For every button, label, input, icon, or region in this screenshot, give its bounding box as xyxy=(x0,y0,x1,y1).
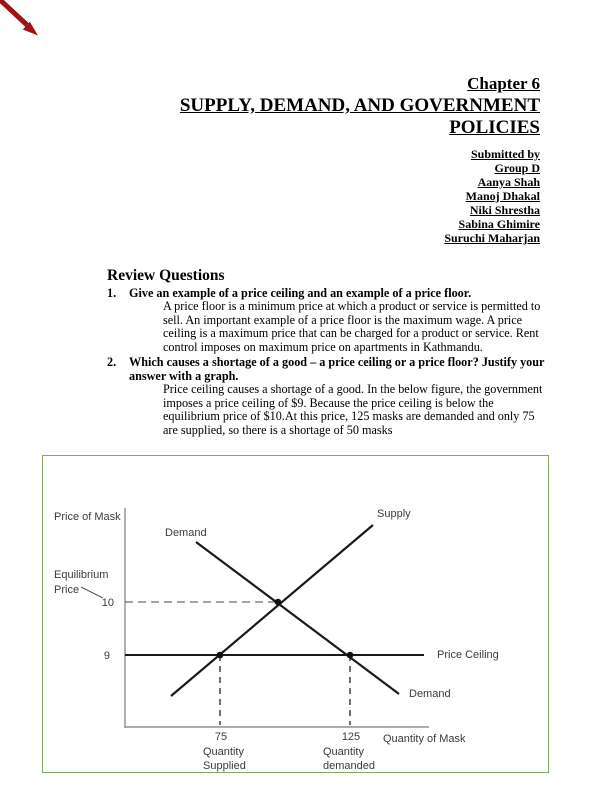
answer-2-line: Price ceiling causes a shortage of a good. In the below figure, the government xyxy=(163,381,543,396)
answer-1-line: ceiling is a maximum price that can be charged for a product or service. Rent xyxy=(163,326,539,341)
quantity-demanded-label-line-2: demanded xyxy=(323,760,375,772)
supply-demand-chart xyxy=(43,456,548,772)
answer-2-line: equilibrium price of $10.At this price, 125 masks are demanded and only 75 xyxy=(163,409,535,424)
question-2-text-line-2: answer with a graph. xyxy=(129,368,239,383)
quantity-supplied-label-line-2: Supplied xyxy=(203,760,246,772)
supply-label: Supply xyxy=(377,508,411,520)
answer-1-line: A price floor is a minimum price at which a product or service is permitted to xyxy=(163,299,541,313)
question-1-text: Give an example of a price ceiling and an example of a price floor. xyxy=(129,286,472,300)
x-axis-label: Quantity of Mask xyxy=(383,733,466,745)
chapter-heading: Chapter 6 xyxy=(467,74,540,93)
demand-curve xyxy=(196,542,399,694)
quantity-supplied-point xyxy=(217,652,224,659)
review-questions-section xyxy=(107,267,597,438)
question-2 xyxy=(107,355,597,369)
equilibrium-point xyxy=(275,599,282,606)
title-block xyxy=(180,73,540,139)
member-name: Suruchi Maharjan xyxy=(444,231,540,245)
question-2-text-line-1: Which causes a shortage of a good – a price ceiling or a price floor? Justify your xyxy=(129,354,545,369)
supply-demand-figure xyxy=(42,455,549,773)
x-tick-125: 125 xyxy=(341,731,361,743)
answer-2-line: imposes a price ceiling of $9. Because the price ceiling is below the xyxy=(163,395,494,410)
equilibrium-price-label-line-1: Equilibrium xyxy=(54,569,109,581)
supply-curve xyxy=(171,525,373,696)
submitted-by-block xyxy=(444,147,540,245)
main-title-line-2: POLICIES xyxy=(449,117,540,138)
answer-2-line: are supplied, so there is a shortage of 50 masks xyxy=(163,422,393,437)
group-name: Group D xyxy=(494,161,540,175)
question-2-number: 2. xyxy=(107,354,117,369)
member-name: Aanya Shah xyxy=(477,175,540,189)
submitted-by-label: Submitted by xyxy=(470,147,540,161)
member-name: Niki Shrestha xyxy=(469,203,540,217)
x-tick-75: 75 xyxy=(214,731,228,743)
y-tick-10: 10 xyxy=(101,597,114,609)
quantity-demanded-label-line-1: Quantity xyxy=(323,746,364,758)
answer-2 xyxy=(163,383,597,438)
answer-1 xyxy=(163,300,597,355)
y-axis-label: Price of Mask xyxy=(54,511,121,523)
question-1 xyxy=(107,286,597,300)
answer-1-line: sell. An important example of a price floor is the maximum wage. A price xyxy=(163,312,523,327)
quantity-supplied-label-line-1: Quantity xyxy=(203,746,244,758)
y-tick-9: 9 xyxy=(103,650,110,662)
main-title-line-1: SUPPLY, DEMAND, AND GOVERNMENT xyxy=(179,95,540,116)
red-annotation-arrow-icon xyxy=(0,0,52,46)
price-ceiling-label: Price Ceiling xyxy=(437,649,499,661)
review-questions-heading: Review Questions xyxy=(107,267,225,284)
equilibrium-label-pointer-line xyxy=(81,587,103,598)
equilibrium-price-label-line-2: Price xyxy=(54,584,80,596)
demand-label-top: Demand xyxy=(165,527,207,539)
member-name: Sabina Ghimire xyxy=(458,217,540,231)
demand-label-bottom: Demand xyxy=(409,688,451,700)
member-name: Manoj Dhakal xyxy=(465,189,540,203)
answer-1-line: control imposes on maximum price on apartments in Kathmandu. xyxy=(163,340,483,355)
quantity-demanded-point xyxy=(347,652,354,659)
question-1-number: 1. xyxy=(107,286,117,300)
